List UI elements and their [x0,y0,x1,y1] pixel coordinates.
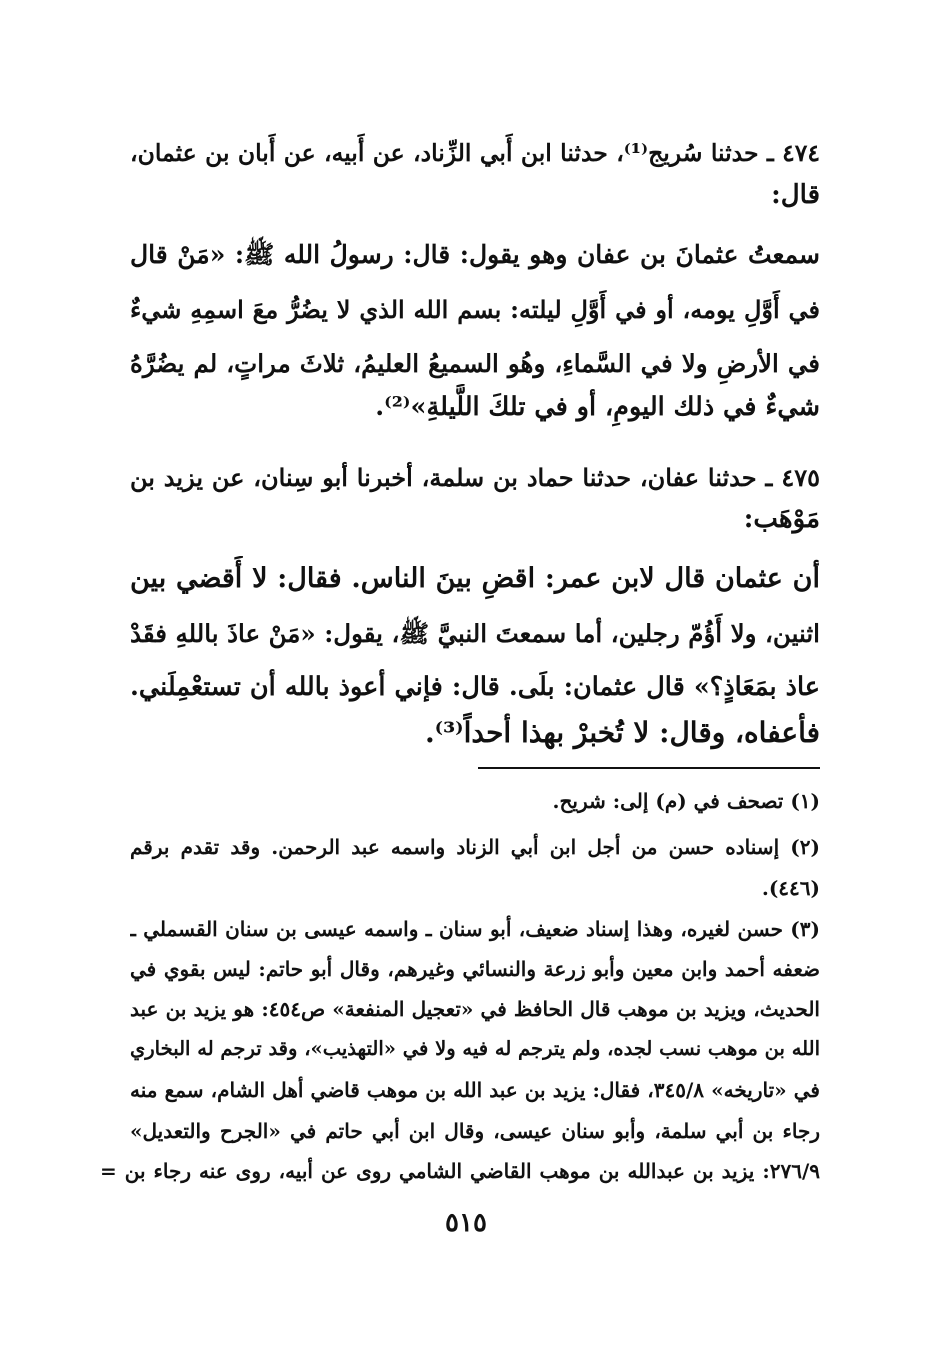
hadith-475-isnad-line-2: مَوْهَب: [743,504,820,534]
hadith-474-isnad-line-2: قال: [771,180,820,210]
footnote-3-line-6: رجاء بن أبي سلمة، وأبو سنان عيسى، وقال ابن أبي حاتم في «الجرح والتعديل» [130,1119,820,1143]
footnote-3-line-4: الله بن موهب نسب لجده، ولم يترجم له فيه ولا في «التهذيب»، وقد ترجم له البخاري [130,1037,820,1060]
hadith-475-matn-line-1: أن عثمان قال لابن عمر: اقضِ بينَ الناس. فقال: لا أَقضي بين [130,563,820,594]
hadith-475-isnad-line-1: ٤٧٥ ـ حدثنا عفان، حدثنا حماد بن سلمة، أخبرنا أبو سِنان، عن يزيد بن [130,463,820,492]
footnote-2-line-2: (٤٤٦). [761,876,820,900]
hadith-474-matn-line-4: شيءٌ في ذلك اليومِ، أو في تلكَ اللَّيلةِ»⁽²⁾. [375,392,820,422]
footnote-3-line-7: ٢٧٦/٩: يزيد بن عبدالله بن موهب القاضي الشامي روى عن أبيه، روى عنه رجاء بن = [100,1159,820,1183]
page-number: ٥١٥ [445,1208,487,1238]
hadith-475-matn-line-4: فأعفاه، وقال: لا تُخبرْ بهذا أحداً⁽³⁾. [424,716,820,749]
footnote-3-line-2: ضعفه أحمد وابن معين وأبو زرعة والنسائي وغيرهم، وقال أبو حاتم: ليس بقوي في [130,957,820,981]
hadith-475-matn-line-2: اثنين، ولا أَؤُمّ رجلين، أما سمعتَ النبيَّ ﷺ، يقول: «مَنْ عاذَ باللهِ فقَدْ [130,619,820,648]
hadith-474-isnad-line-1: ٤٧٤ ـ حدثنا سُريج⁽¹⁾، حدثنا ابن أَبي الزِّناد، عن أَبيه، عن أَبان بن عثمان، [130,139,820,167]
hadith-474-matn-line-1: سمعتُ عثمانَ بن عفان وهو يقول: قال: رسولُ الله ﷺ: «مَنْ قال [130,240,820,269]
hadith-474-matn-line-2: في أَوَّلِ يومه، أو في أَوَّلِ ليلته: بسم الله الذي لا يضُرُّ معَ اسمِهِ شيءٌ [130,295,820,324]
footnote-2-line-1: (٢) إسناده حسن من أجل ابن أبي الزناد واسمه عبد الرحمن. وقد تقدم برقم [130,835,820,859]
footnote-3-line-5: في «تاريخه» ٣٤٥/٨، فقال: يزيد بن عبد الله بن موهب قاضي أهل الشام، سمع منه [130,1078,820,1102]
footnote-3-line-1: (٣) حسن لغيره، وهذا إسناد ضعيف، أبو سنان ـ واسمه عيسى بن سنان القسملي ـ [130,917,820,941]
hadith-474-matn-line-3: في الأرضِ ولا في السَّماءِ، وهُو السميعُ العليمُ، ثلاثَ مراتٍ، لم يضُرَّهُ [130,349,820,378]
hadith-475-matn-line-3: عاذ بمَعَاذٍ؟» قال عثمان: بلَى. قال: فإني أعوذ بالله أن تستعْمِلَني. [130,672,820,702]
footnote-separator [478,767,820,769]
footnote-1: (١) تصحف في (م) إلى: شريح. [552,789,820,813]
footnote-3-line-3: الحديث، ويزيد بن موهب قال الحافظ في «تعجيل المنفعة» ص٤٥٤: هو يزيد بن عبد [130,997,820,1021]
